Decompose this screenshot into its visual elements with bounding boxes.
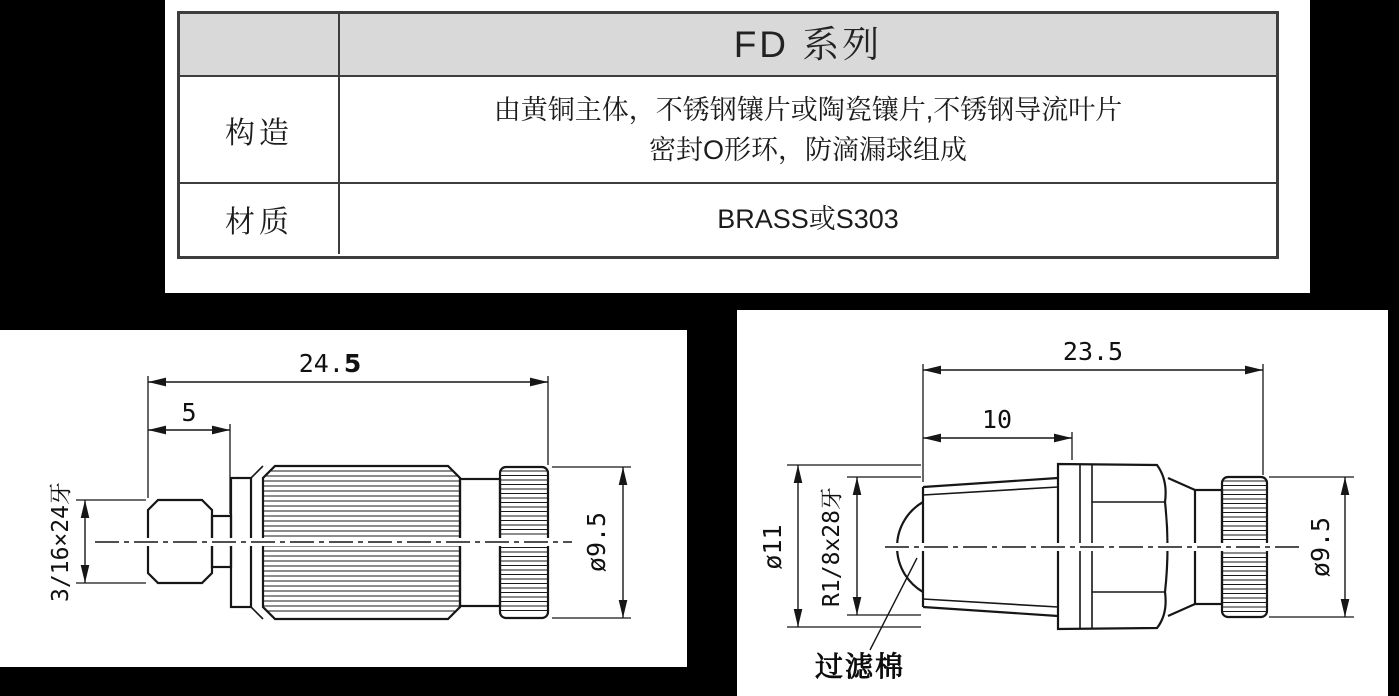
dim-front-length-text: 10 [981,405,1013,434]
series-title: FD 系列 [733,23,883,65]
right-drawing [737,310,1388,696]
left-drawing [0,330,687,667]
nozzle-bottom-outer [923,607,1058,616]
table-row-material [180,182,1276,254]
collar-chamfer-bottom [251,607,263,619]
dim-ring-diameter-text: ø9.5 [582,511,611,573]
material-label: 材质 [180,184,340,254]
construction-line-1: 由黄铜主体，不锈钢镶片或陶瓷镶片,不锈钢导流叶片 [493,94,1123,125]
left-drawing-panel [0,330,687,667]
filter-connector-side-view [885,464,1303,629]
dim-front-length [148,398,230,514]
nozzle-top-inner [923,487,1058,495]
table-header-row [180,14,1276,75]
dim-total-length [923,337,1263,482]
construction-line-2: 密封O形环，防滴漏球组成 [648,134,967,165]
cone-bottom [1168,604,1195,616]
filter-cotton-label: 过滤棉 [815,651,906,682]
dim-total-length-text: 24.5 [298,349,362,378]
connector-side-view [95,466,572,619]
right-drawing-panel [737,310,1388,696]
dim-ring-diameter-text: ø9.5 [1306,516,1335,578]
material-value: BRASS或S303 [717,204,899,234]
spec-panel [165,0,1310,293]
table-row-construction [180,75,1276,182]
construction-value [340,77,1276,182]
callout-leader-line [870,558,917,650]
dim-thread-spec-text: R1/8x28牙 [819,487,845,607]
header-label-cell [180,14,340,75]
dim-front-length-text: 5 [181,398,197,427]
collar-chamfer-top [251,466,263,478]
dim-front-length [923,405,1072,460]
nozzle-top-outer [923,478,1058,487]
dim-total-length-text: 23.5 [1062,337,1124,366]
spec-table [177,11,1279,259]
cone-top [1168,478,1195,490]
nozzle-bottom-inner [923,599,1058,607]
construction-label: 构造 [180,77,340,182]
dim-outer-diameter-text: ø11 [758,524,787,570]
dim-thread-spec-text: 3/16×24牙 [48,482,74,602]
